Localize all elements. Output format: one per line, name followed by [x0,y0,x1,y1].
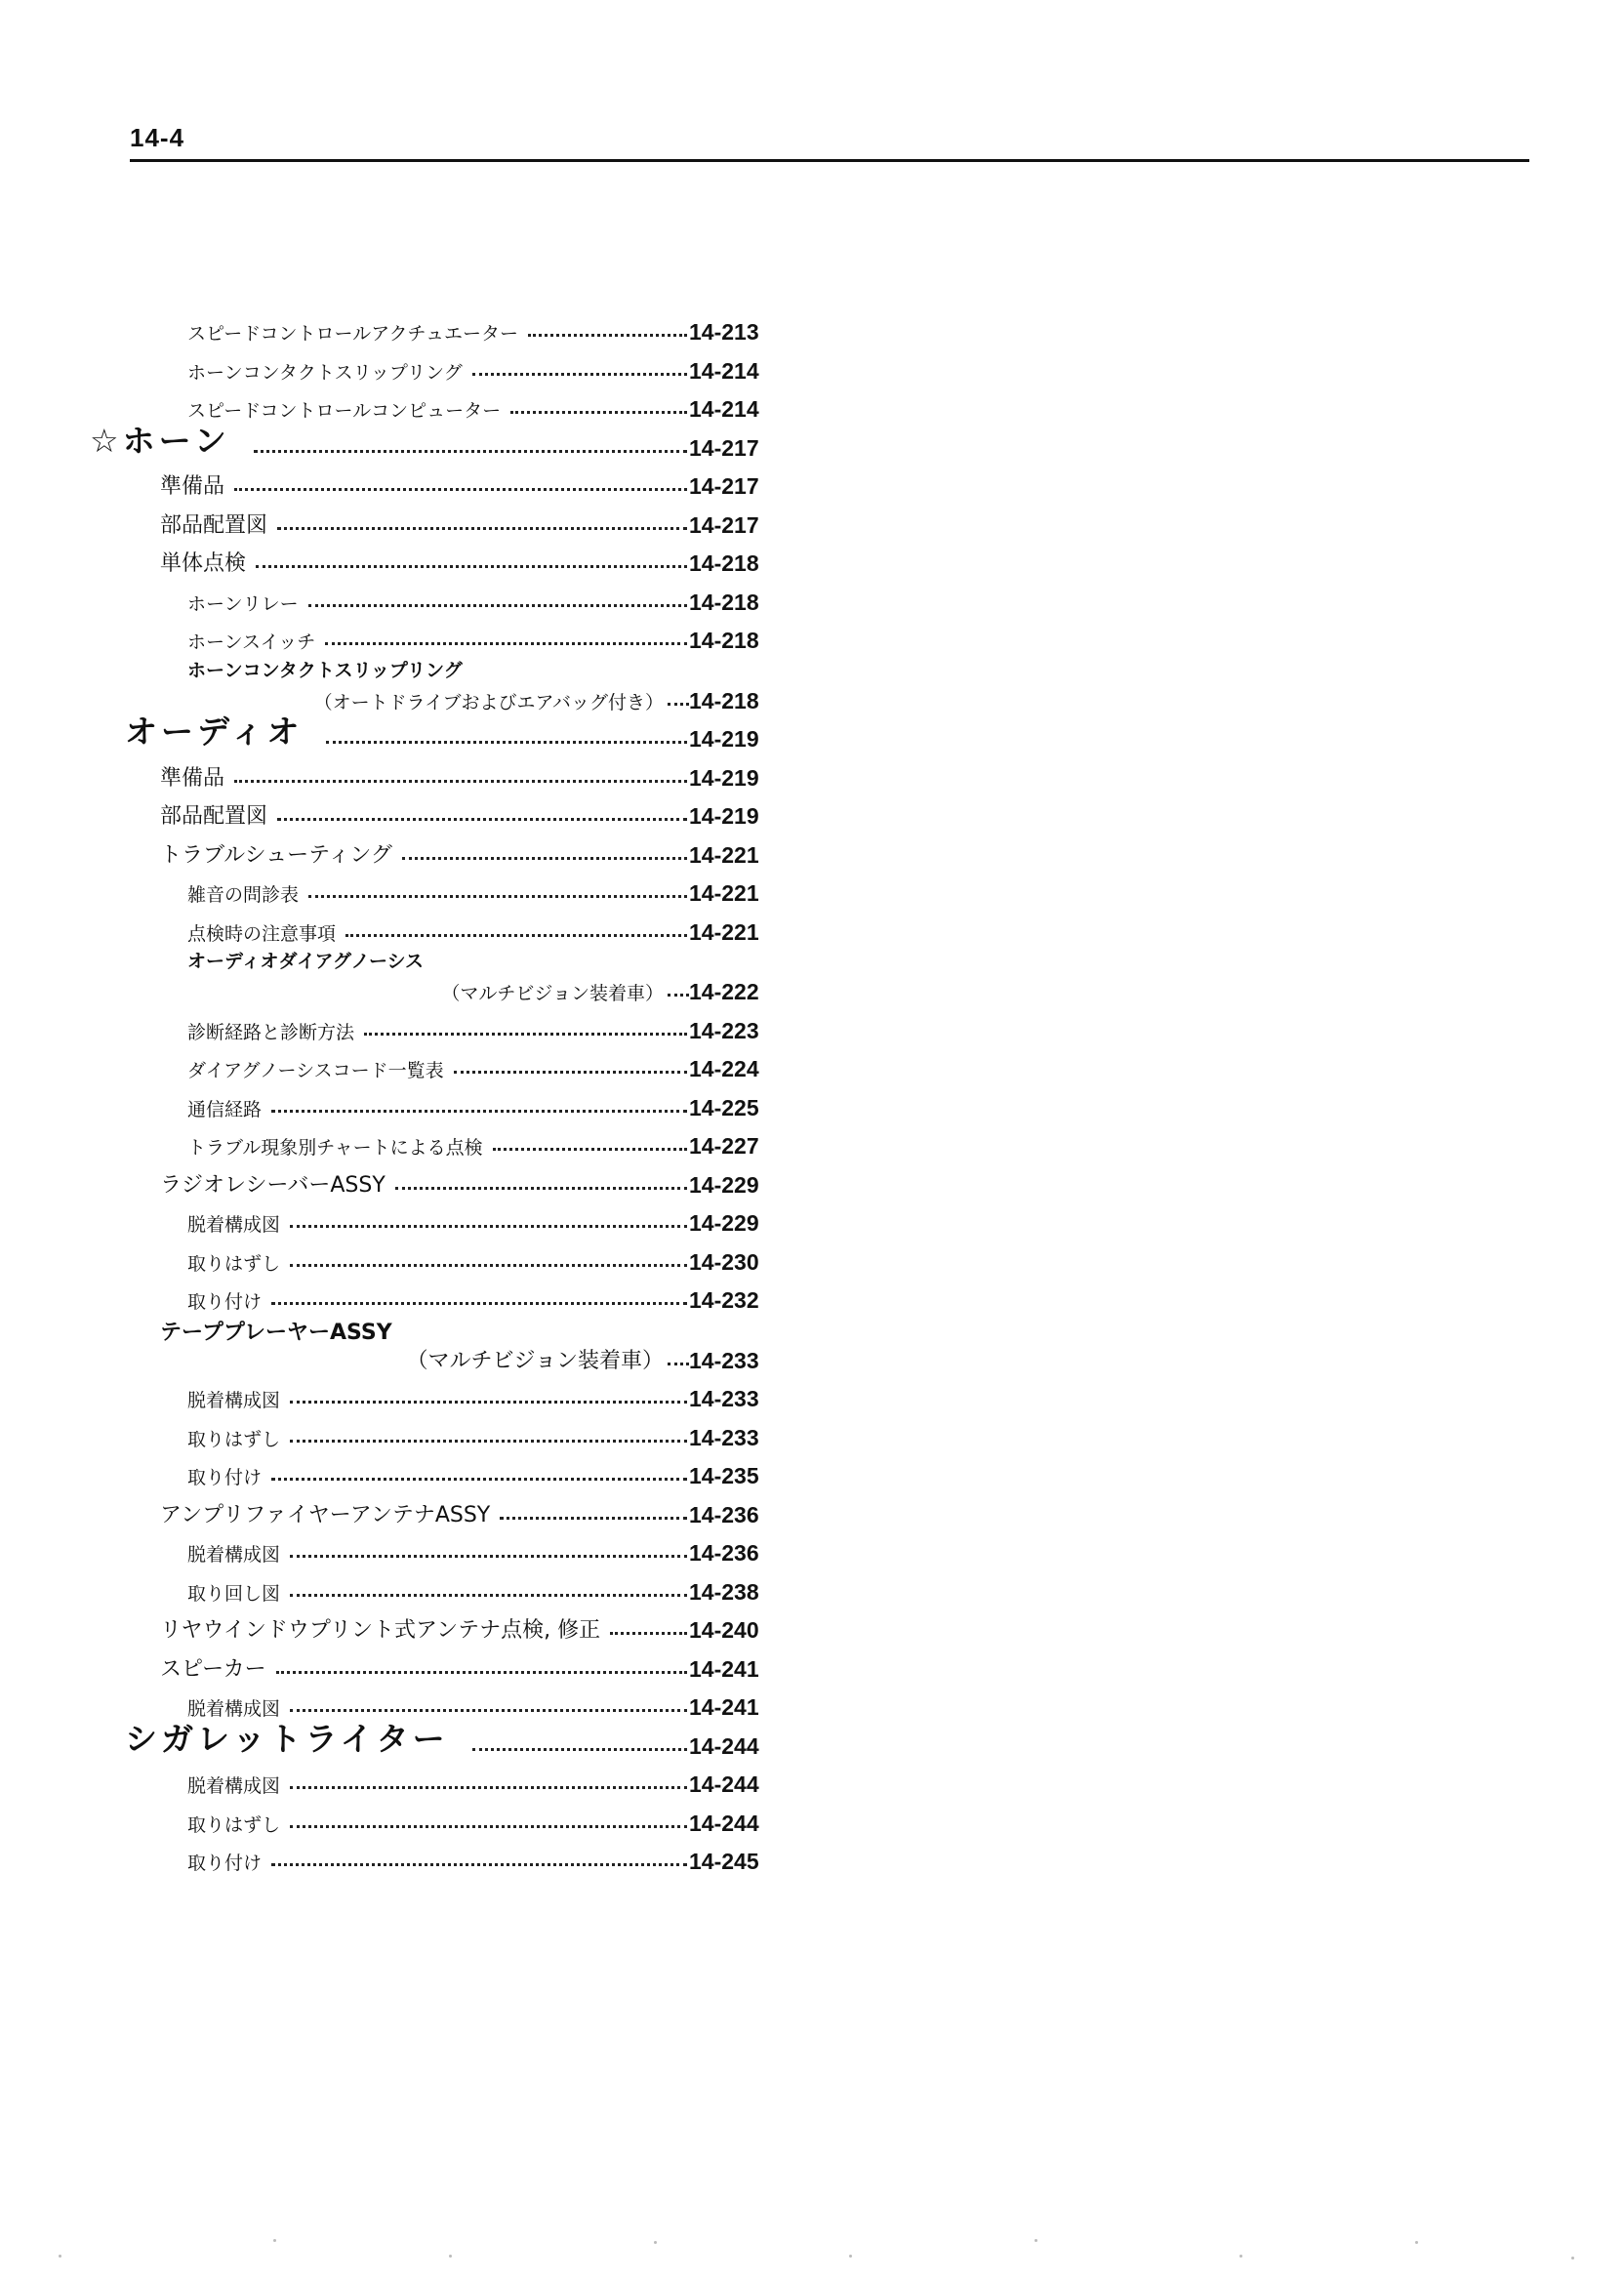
toc-entry-title: 取り付け [187,1291,263,1313]
toc-entry-title: トラブルシューティング [160,842,392,868]
toc-entry[interactable] [0,1009,1624,1044]
dot-leader [290,1440,687,1443]
toc-entry-title: テーププレーヤーASSY [160,1320,392,1345]
toc-entry-page: 14-240 [689,1617,759,1643]
toc-entry[interactable] [0,387,1624,423]
toc-entry-page: 14-227 [689,1133,759,1159]
toc-entry-title: ホーンコンタクトスリップリング [187,361,463,384]
toc-entry[interactable] [0,465,1624,500]
toc-entry-title: 点検時の注意事項 [187,922,337,945]
toc-entry[interactable] [0,794,1624,830]
toc-entry[interactable] [0,712,1624,753]
toc-entry[interactable] [0,911,1624,946]
toc-entry-page: 14-223 [689,1017,759,1043]
toc-entry-page: 14-214 [689,357,759,384]
toc-entry-page: 14-222 [689,979,759,1004]
dot-leader [325,642,687,645]
dot-leader [610,1632,687,1635]
toc-entry[interactable] [0,1531,1624,1567]
toc-entry[interactable] [0,542,1624,577]
toc-entry-title: 取り回し図 [187,1582,281,1605]
toc-entry-page: 14-229 [689,1210,759,1236]
scan-artifacts [0,2235,1624,2274]
toc-entry[interactable] [0,1124,1624,1160]
dot-leader [500,1517,687,1520]
dot-leader [308,895,687,898]
dot-leader [290,1594,687,1597]
toc-entry-title: ☆ホーン [90,421,230,460]
dot-leader [668,994,689,997]
toc-entry[interactable] [0,834,1624,869]
toc-entry-page: 14-218 [689,550,759,576]
toc-entry-page: 14-235 [689,1463,759,1488]
toc-entry-page: 14-244 [689,1771,759,1797]
dot-leader [454,1071,687,1074]
dot-leader [308,604,687,607]
toc-entry[interactable] [0,1454,1624,1489]
toc-entry-page: 14-218 [689,589,759,615]
toc-entry-title: 通信経路 [187,1098,263,1120]
dot-leader [276,1671,687,1674]
toc-entry-page: 14-245 [689,1849,759,1874]
toc-entry[interactable] [0,1241,1624,1276]
toc-entry[interactable] [0,1320,1624,1374]
toc-entry-page: 14-214 [689,396,759,422]
toc-entry-page: 14-233 [689,1347,759,1373]
toc-entry-page: 14-221 [689,841,759,868]
toc-entry-page: 14-229 [689,1171,759,1198]
toc-entry[interactable] [0,1493,1624,1528]
dot-leader [290,1709,687,1712]
toc-entry-title: スピーカー [160,1656,266,1682]
dot-leader [472,1748,687,1751]
toc-entry-page: 14-236 [689,1540,759,1566]
toc-entry-title: 雑音の問診表 [187,884,300,906]
toc-entry-title: 部品配置図 [160,804,268,829]
toc-entry[interactable] [0,1086,1624,1121]
dot-leader [395,1187,687,1190]
toc-entry[interactable] [0,1201,1624,1237]
toc-entry-title: 準備品 [160,474,225,499]
toc-entry-page: 14-238 [689,1578,759,1605]
toc-entry-page: 14-233 [689,1386,759,1411]
toc-entry-title: 脱着構成図 [187,1214,281,1236]
toc-entry[interactable] [0,581,1624,616]
dot-leader [271,1302,687,1305]
dot-leader [277,527,687,530]
toc-entry[interactable] [0,1608,1624,1644]
toc-entry-title: 取りはずし [187,1428,281,1450]
toc-entry[interactable] [0,1840,1624,1875]
toc-entry-title: 単体点検 [160,551,247,576]
toc-entry[interactable] [0,1047,1624,1082]
toc-entry-page: 14-241 [689,1655,759,1682]
toc-entry-title: 脱着構成図 [187,1390,281,1411]
toc-entry-page: 14-219 [689,726,759,752]
toc-entry[interactable] [0,1163,1624,1199]
toc-entry-page: 14-218 [689,687,759,713]
toc-entry-title: 取りはずし [187,1813,281,1836]
toc-entry[interactable] [0,872,1624,907]
dot-leader [668,1363,689,1365]
toc-entry[interactable] [0,421,1624,462]
toc-entry[interactable] [0,1416,1624,1451]
toc-entry-title: 脱着構成図 [187,1698,281,1720]
toc-entry-title: シガレットライター [125,1719,449,1758]
toc-entry-subtitle: （マルチビジョン装着車） [406,1348,664,1373]
toc-entry-title: 部品配置図 [160,512,268,538]
toc-entry-title: ホーンコンタクトスリップリング [187,659,463,681]
toc-entry-page: 14-221 [689,880,759,906]
toc-entry-title: トラブル現象別チャートによる点検 [187,1137,483,1159]
toc-entry-title: 脱着構成図 [187,1544,281,1566]
dot-leader [668,703,689,706]
toc-entry-title: 準備品 [160,765,225,791]
toc-entry-subtitle: （マルチビジョン装着車） [441,983,664,1004]
toc-entry[interactable] [0,1719,1624,1760]
dot-leader [277,818,687,821]
toc-entry[interactable] [0,504,1624,539]
dot-leader [271,1863,687,1866]
toc-entry-page: 14-244 [689,1732,759,1759]
toc-entry-page: 14-230 [689,1248,759,1275]
toc-entry-title: ホーンスイッチ [187,631,316,653]
toc-entry-title: オーディオ [125,712,304,751]
dot-leader [493,1148,687,1151]
dot-leader [345,934,687,937]
dot-leader [528,334,687,337]
dot-leader [290,1264,687,1267]
page-number: 14-4 [130,123,185,152]
dot-leader [510,411,687,414]
toc-entry[interactable] [0,1648,1624,1683]
toc-entry-title: 脱着構成図 [187,1775,281,1797]
dot-leader [290,1225,687,1228]
toc-entry-title: スピードコントロールコンピューター [187,400,502,422]
toc-entry[interactable] [0,1377,1624,1412]
dot-leader [402,857,687,860]
toc-entry[interactable] [0,310,1624,346]
header-rule [130,159,1529,162]
dot-leader [290,1401,687,1404]
dot-leader [290,1786,687,1789]
toc-entry-title: 取り付け [187,1852,263,1874]
toc-entry-page: 14-225 [689,1094,759,1120]
toc-entry-page: 14-233 [689,1424,759,1450]
toc-entry-title: ダイアグノーシスコード一覧表 [187,1060,444,1081]
toc-entry-title: オーディオダイアグノーシス [187,951,425,972]
toc-entry-title: 診断経路と診断方法 [187,1021,355,1043]
toc-entry-page: 14-217 [689,511,759,538]
dot-leader [271,1478,687,1481]
dot-leader [364,1033,687,1036]
dot-leader [271,1110,687,1113]
toc-entry-page: 14-221 [689,918,759,945]
toc-entry-page: 14-232 [689,1287,759,1313]
dot-leader [234,488,687,491]
toc-entry[interactable] [0,1763,1624,1798]
toc-entry-page: 14-217 [689,434,759,461]
toc-entry[interactable] [0,1279,1624,1314]
toc-entry-title: ホーンリレー [187,592,299,615]
dot-leader [234,780,687,783]
dot-leader [254,450,687,453]
toc-entry[interactable] [0,349,1624,385]
toc-entry[interactable] [0,951,1624,1005]
toc-entry-title: リヤウインドウプリント式アンテナ点検, 修正 [160,1618,601,1643]
dot-leader [290,1555,687,1558]
toc-entry-title: 取りはずし [187,1252,281,1275]
toc-entry-page: 14-217 [689,473,759,499]
toc-entry-page: 14-224 [689,1056,759,1081]
toc-entry-title: スピードコントロールアクチュエーター [187,323,518,345]
toc-entry[interactable] [0,756,1624,792]
toc-entry[interactable] [0,1570,1624,1606]
toc-entry-page: 14-219 [689,764,759,791]
toc-entry-title: ラジオレシーバーASSY [160,1172,386,1198]
dot-leader [326,741,687,744]
dot-leader [256,565,687,568]
toc-entry-page: 14-236 [689,1501,759,1527]
toc-entry-title: アンプリファイヤーアンテナASSY [160,1502,491,1527]
toc-entry[interactable] [0,1802,1624,1837]
toc-entry-subtitle: （オートドライブおよびエアバッグ付き） [313,691,664,713]
dot-leader [290,1825,687,1828]
toc-entry-page: 14-218 [689,628,759,653]
toc-entry-page: 14-213 [689,319,759,345]
toc-entry-page: 14-244 [689,1810,759,1836]
toc-entry-title: 取り付け [187,1467,263,1488]
dot-leader [472,373,687,376]
toc-entry-page: 14-219 [689,803,759,829]
toc-entry[interactable] [0,619,1624,654]
toc-entry-page: 14-241 [689,1694,759,1720]
